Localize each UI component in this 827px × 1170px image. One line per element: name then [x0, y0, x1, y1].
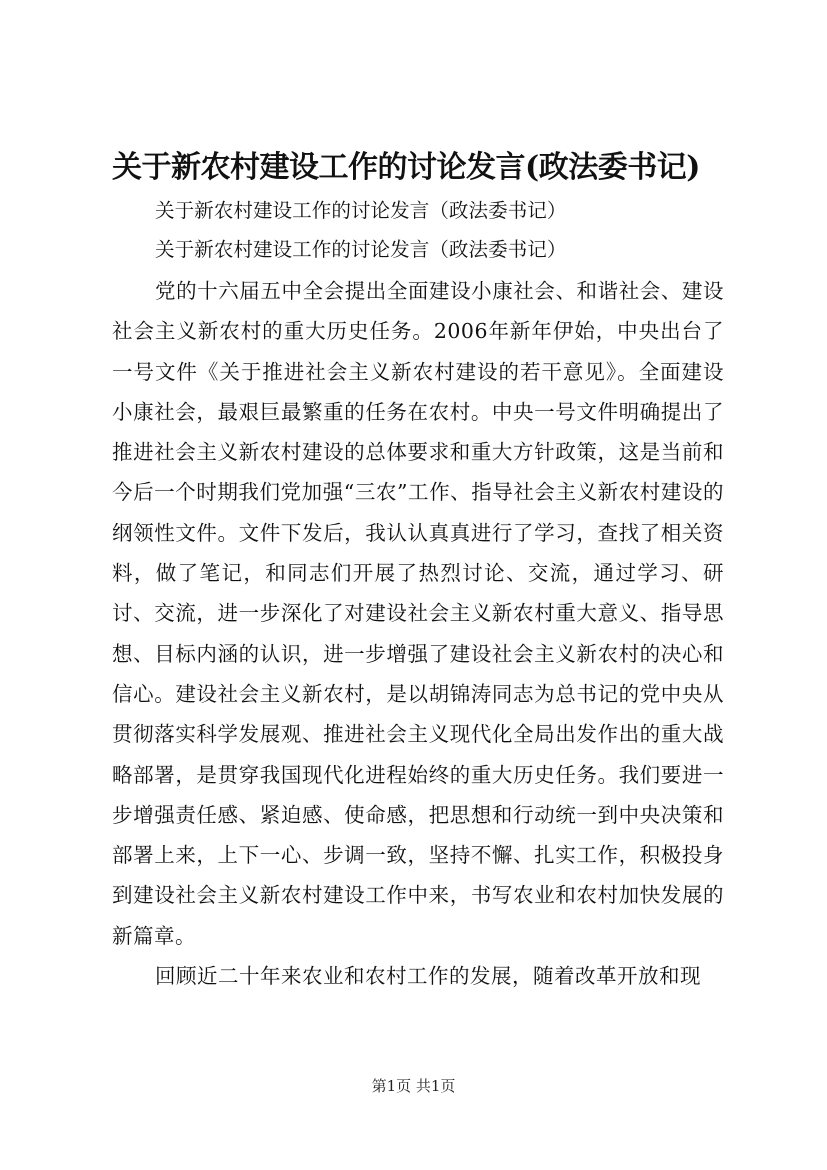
page-footer: 第1页 共1页 — [371, 1077, 456, 1095]
document-title: 关于新农村建设工作的讨论发言(政法委书记) — [112, 150, 700, 185]
document-subtitle: 关于新农村建设工作的讨论发言（政法委书记） — [155, 238, 567, 261]
document-subtitle: 关于新农村建设工作的讨论发言（政法委书记） — [155, 199, 567, 222]
body-paragraph: 回顾近二十年来农业和农村工作的发展，随着改革开放和现 — [155, 964, 701, 989]
document-body — [112, 145, 724, 996]
body-paragraph: 党的十六届五中全会提出全面建设小康社会、和谐社会、建设社会主义新农村的重大历史任务。2006年新年伊始，中央出台了一号文件《关于推进社会主义新农村建设的若干意见》。全面建设小康社会，最艰巨最繁重的任务在农村。中央一号文件明确提出了推进社会主义新农村建设的总体要求和重大方针政策，这是当前和今后一个时期我们党加强“三农”工作、指导社会主义新农村建设的纲领性文件。文件下发后，我认认真真进行了学习，查找了相关资料，做了笔记，和同志们开展了热烈讨论、交流，通过学习、研讨、交流，进一步深化了对建设社会主义新农村重大意义、指导思想、目标内涵的认识，进一步增强了建设社会主义新农村的决心和信心。建设社会主义新农村，是以胡锦涛同志为总书记的党中央从贯彻落实科学发展观、推进社会主义现代化全局出发作出的重大战略部署，是贯穿我国现代化进程始终的重大历史任务。我们要进一步增强责任感、紧迫感、使命感，把思想和行动统一到中央决策和部署上来，上下一心、步调一致，坚持不懈、扎实工作，积极投身到建设社会主义新农村建设工作中来，书写农业和农村加快发展的新篇章。 — [112, 279, 724, 948]
